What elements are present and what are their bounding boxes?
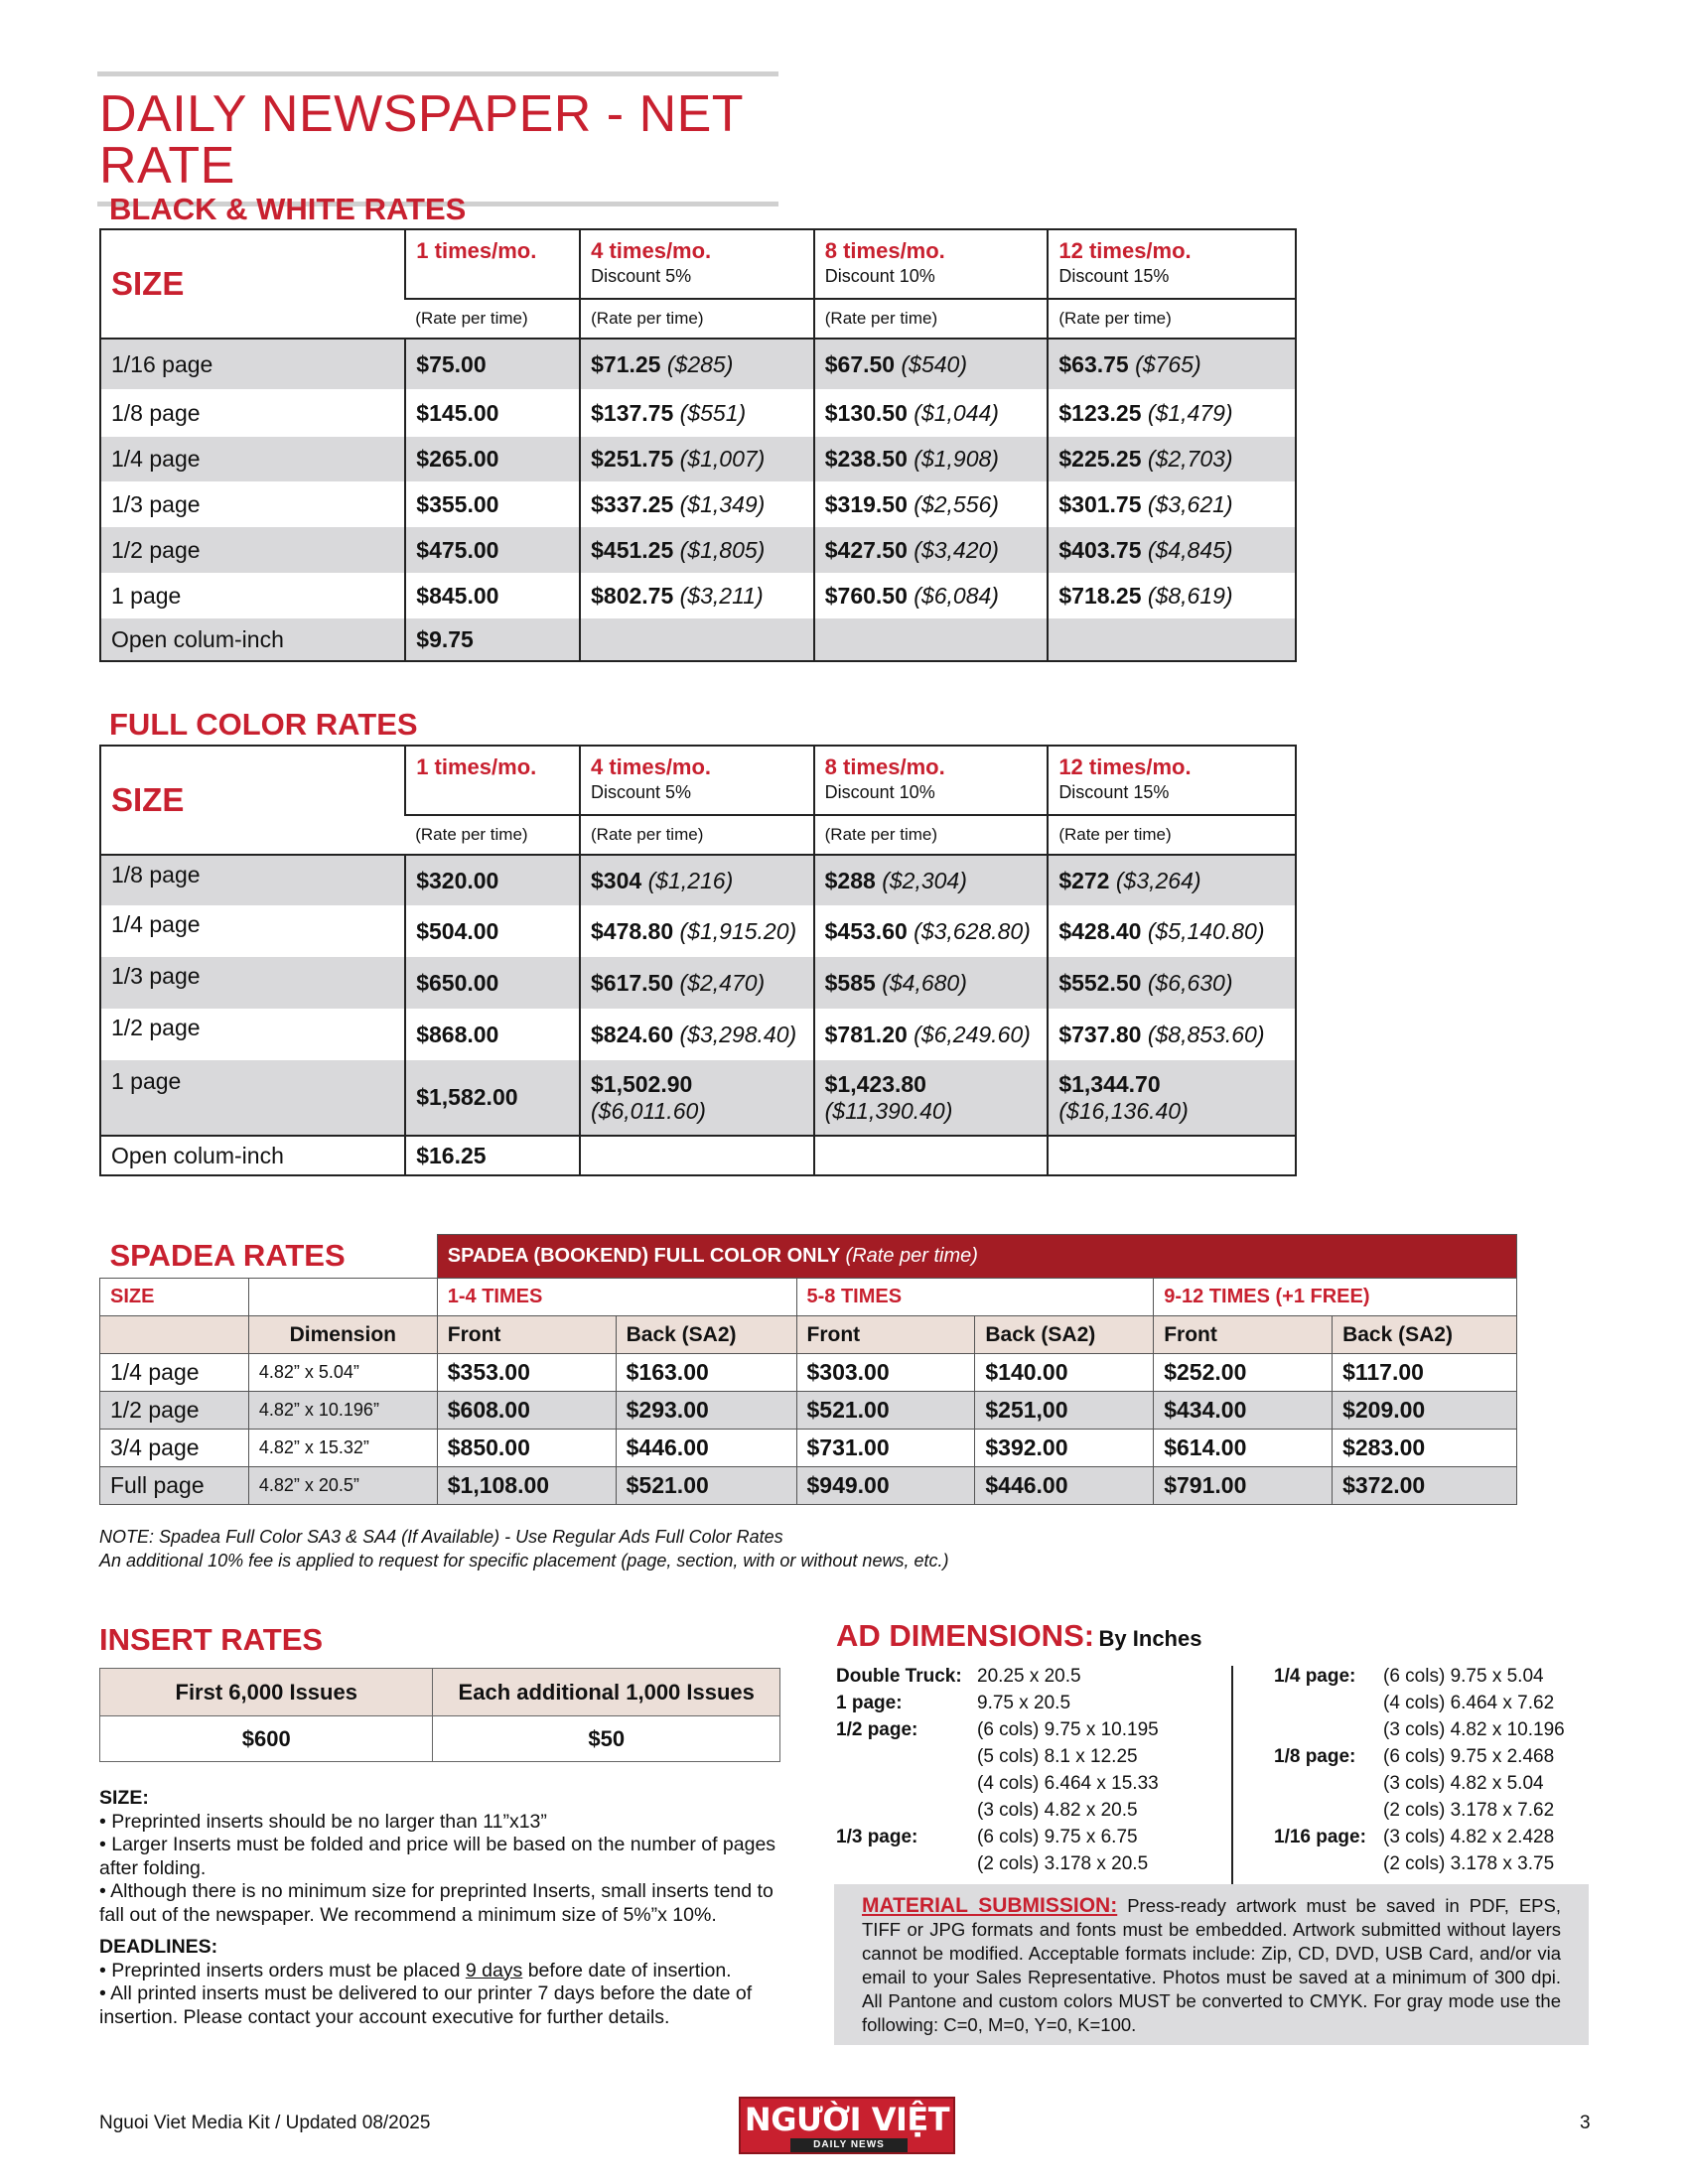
dimension-row: 1/4 page: (6 cols) 9.75 x 5.04 [1274, 1666, 1544, 1687]
price-cell: $372.00 [1333, 1467, 1517, 1505]
price-cell: $16.25 [405, 1136, 580, 1175]
price-cell: $504.00 [405, 905, 580, 957]
price-cell: $1,582.00 [405, 1060, 580, 1136]
dimension-row: Double Truck: 20.25 x 20.5 [836, 1666, 1081, 1687]
size-cell: 1 page [111, 582, 182, 609]
dimension-cell: 4.82” x 20.5” [248, 1467, 437, 1505]
dimension-row: (4 cols) 6.464 x 7.62 [1383, 1693, 1555, 1713]
spadea-heading: SPADEA RATES [100, 1235, 438, 1279]
dimension-row: (2 cols) 3.178 x 7.62 [1383, 1800, 1555, 1821]
price-cell: $63.75 ($765) [1048, 339, 1296, 389]
price-cell: $824.60 ($3,298.40) [580, 1009, 814, 1060]
price-cell: $868.00 [405, 1009, 580, 1060]
fc-rates-table [99, 745, 1297, 1176]
nguoi-viet-logo: NGƯỜI VIỆT DAILY NEWS [739, 2097, 955, 2154]
page-title-block [97, 71, 778, 206]
spadea-freq-5-8: 5-8 TIMES [796, 1279, 1154, 1316]
fc-heading: FULL COLOR RATES [109, 707, 418, 742]
price-cell: $731.00 [796, 1430, 975, 1467]
spadea-size-header: SIZE [100, 1279, 249, 1316]
price-cell: $283.00 [1333, 1430, 1517, 1467]
price-cell: $552.50 ($6,630) [1048, 957, 1296, 1009]
price-cell: $850.00 [437, 1430, 616, 1467]
front-header: Front [437, 1316, 616, 1354]
price-cell: $140.00 [975, 1354, 1154, 1392]
price-cell: $949.00 [796, 1467, 975, 1505]
spadea-row [100, 1430, 1517, 1467]
price-cell: $1,108.00 [437, 1467, 616, 1505]
size-cell: Open colum-inch [100, 1136, 405, 1175]
rate-row [100, 339, 1296, 389]
size-cell: Full page [100, 1467, 249, 1505]
price-cell: $478.80 ($1,915.20) [580, 905, 814, 957]
rate-per-time-label: (Rate per time) [814, 299, 1049, 339]
fc-size-header: SIZE [100, 746, 405, 855]
price-cell: $453.60 ($3,628.80) [814, 905, 1049, 957]
price-cell: $760.50 ($6,084) [814, 573, 1049, 618]
deadline-line: • All printed inserts must be delivered to our printer 7 days before the date of insertion. Please contact your account executive for further details. [99, 1982, 753, 2028]
size-cell: 1/8 page [111, 399, 201, 426]
dimension-row: (3 cols) 4.82 x 10.196 [1383, 1719, 1565, 1740]
insert-col-additional: Each additional 1,000 Issues [433, 1669, 780, 1716]
dimension-header: Dimension [248, 1316, 437, 1354]
size-cell: 1/16 page [100, 339, 405, 389]
insert-size-line: • Preprinted inserts should be no larger than 11”x13” [99, 1810, 547, 1833]
insert-size-label: SIZE: [99, 1787, 149, 1809]
price-cell: $71.25 ($285) [580, 339, 814, 389]
price-cell: $791.00 [1154, 1467, 1333, 1505]
ad-dimensions-left [836, 1663, 1223, 1877]
rate-row [100, 1009, 1296, 1060]
dimension-row: 1/8 page: (6 cols) 9.75 x 2.468 [1274, 1746, 1555, 1767]
dimension-cell: 4.82” x 5.04” [248, 1354, 437, 1392]
price-cell: $265.00 [405, 437, 580, 481]
price-cell: $718.25 ($8,619) [1048, 573, 1296, 618]
deadline-line: • Preprinted inserts orders must be placed 9 days before date of insertion. [99, 1959, 732, 1981]
price-cell: $585 ($4,680) [814, 957, 1049, 1009]
price-cell: $319.50 ($2,556) [814, 481, 1049, 527]
price-cell: $320.00 [405, 855, 580, 905]
price-cell: $1,344.70 ($16,136.40) [1048, 1060, 1296, 1136]
rate-row [100, 957, 1296, 1009]
size-cell: 1/3 page [100, 957, 405, 1009]
size-cell: Open colum-inch [100, 618, 405, 661]
price-cell: $475.00 [405, 527, 580, 573]
price-cell: $272 ($3,264) [1048, 855, 1296, 905]
price-cell: $130.50 ($1,044) [814, 389, 1049, 437]
rate-per-time-label: (Rate per time) [580, 815, 814, 855]
bw-freq-4: 4 times/mo. Discount 5% [580, 229, 814, 299]
price-cell: $451.25 ($1,805) [580, 527, 814, 573]
size-cell: 1/2 page [100, 1392, 249, 1430]
size-cell: 1/4 page [100, 437, 405, 481]
rate-per-time-label: (Rate per time) [580, 299, 814, 339]
price-cell: $9.75 [405, 618, 580, 661]
price-cell: $251,00 [975, 1392, 1154, 1430]
bw-rates-table [99, 228, 1297, 662]
price-cell: $1,502.90 ($6,011.60) [580, 1060, 814, 1136]
price-cell: $303.00 [796, 1354, 975, 1392]
size-cell: 1 page [100, 1060, 405, 1136]
price-cell: $427.50 ($3,420) [814, 527, 1049, 573]
price-cell: $163.00 [616, 1354, 796, 1392]
rate-per-time-label: (Rate per time) [814, 815, 1049, 855]
price-cell: $521.00 [616, 1467, 796, 1505]
front-header: Front [1154, 1316, 1333, 1354]
rate-row [100, 905, 1296, 957]
price-cell: $1,423.80 ($11,390.40) [814, 1060, 1049, 1136]
price-cell: $225.25 ($2,703) [1048, 437, 1296, 481]
dimension-row: 1/16 page: (3 cols) 4.82 x 2.428 [1274, 1827, 1555, 1847]
page-number: 3 [1580, 2113, 1591, 2133]
bw-open-row [100, 618, 1296, 661]
size-cell: 1/4 page [111, 911, 201, 937]
page-title: DAILY NEWSPAPER - NET RATE [99, 85, 744, 195]
dimension-row: (2 cols) 3.178 x 3.75 [1383, 1853, 1555, 1874]
price-cell: $403.75 ($4,845) [1048, 527, 1296, 573]
price-cell: $337.25 ($1,349) [580, 481, 814, 527]
price-cell: $446.00 [616, 1430, 796, 1467]
spadea-freq-1-4: 1-4 TIMES [437, 1279, 796, 1316]
rate-per-time-label: (Rate per time) [405, 815, 580, 855]
price-cell: $117.00 [1333, 1354, 1517, 1392]
insert-val-additional: $50 [433, 1716, 780, 1762]
price-cell: $614.00 [1154, 1430, 1333, 1467]
price-cell: $446.00 [975, 1467, 1154, 1505]
bw-freq-8: 8 times/mo. Discount 10% [814, 229, 1049, 299]
price-cell: $145.00 [405, 389, 580, 437]
spadea-table [99, 1234, 1517, 1505]
dimension-row: (2 cols) 3.178 x 20.5 [977, 1853, 1149, 1874]
dimension-row: (4 cols) 6.464 x 15.33 [977, 1773, 1159, 1794]
rate-per-time-label: (Rate per time) [405, 299, 580, 339]
price-cell: $608.00 [437, 1392, 616, 1430]
price-cell: $802.75 ($3,211) [580, 573, 814, 618]
spadea-row [100, 1354, 1517, 1392]
insert-val-first: $600 [100, 1716, 433, 1762]
price-cell: $288 ($2,304) [814, 855, 1049, 905]
rate-row [100, 527, 1296, 573]
rate-row [100, 573, 1296, 618]
rate-row [100, 855, 1296, 905]
price-cell: $251.75 ($1,007) [580, 437, 814, 481]
bw-freq-1: 1 times/mo. [405, 229, 580, 299]
back-header: Back (SA2) [975, 1316, 1154, 1354]
price-cell: $304 ($1,216) [580, 855, 814, 905]
price-cell: $123.25 ($1,479) [1048, 389, 1296, 437]
dimension-row: 1/3 page: (6 cols) 9.75 x 6.75 [836, 1827, 1138, 1847]
price-cell: $353.00 [437, 1354, 616, 1392]
size-cell: 1/2 page [100, 527, 405, 573]
fc-freq-1: 1 times/mo. [405, 746, 580, 815]
dimension-cell: 4.82” x 15.32” [248, 1430, 437, 1467]
size-cell: 3/4 page [100, 1430, 249, 1467]
footer-text: Nguoi Viet Media Kit / Updated 08/2025 [99, 2113, 431, 2133]
bw-heading: BLACK & WHITE RATES [109, 192, 467, 226]
insert-rates-table [99, 1668, 780, 1762]
fc-open-row [100, 1136, 1296, 1175]
material-label: MATERIAL SUBMISSION: [862, 1894, 1118, 1917]
price-cell: $75.00 [405, 339, 580, 389]
price-cell: $209.00 [1333, 1392, 1517, 1430]
size-cell: 1/8 page [100, 855, 405, 905]
spadea-freq-9-12: 9-12 TIMES (+1 FREE) [1154, 1279, 1517, 1316]
spadea-banner: SPADEA (BOOKEND) FULL COLOR ONLY (Rate per time) [437, 1235, 1516, 1279]
insert-col-first: First 6,000 Issues [100, 1669, 433, 1716]
price-cell: $137.75 ($551) [580, 389, 814, 437]
price-cell: $238.50 ($1,908) [814, 437, 1049, 481]
price-cell: $845.00 [405, 573, 580, 618]
back-header: Back (SA2) [1333, 1316, 1517, 1354]
material-text: Press-ready artwork must be saved in PDF, EPS, TIFF or JPG formats and fonts must be embedded. Artwork submitted without layers cannot be modified. Acceptable formats include: Zip, CD, DVD, USB Card, and/or via email to your Sales Representative. Photos must be saved at a minimum of 300 dpi. All Pantone and custom colors MUST be converted to CMYK. For gray mode use the following: C=0, M=0, Y=0, K=100. [862, 1895, 1561, 2035]
insert-heading: INSERT RATES [99, 1622, 324, 1657]
insert-size-line: • Larger Inserts must be folded and price will be based on the number of pages after folding. [99, 1834, 776, 1879]
dimension-row: 1/2 page: (6 cols) 9.75 x 10.195 [836, 1719, 1159, 1740]
rate-per-time-label: (Rate per time) [1048, 815, 1296, 855]
price-cell: $650.00 [405, 957, 580, 1009]
dimension-row: (3 cols) 4.82 x 5.04 [1383, 1773, 1544, 1794]
price-cell: $67.50 ($540) [814, 339, 1049, 389]
price-cell: $392.00 [975, 1430, 1154, 1467]
fc-freq-12: 12 times/mo. Discount 15% [1048, 746, 1296, 815]
spadea-row [100, 1392, 1517, 1430]
dimension-row: (3 cols) 4.82 x 20.5 [977, 1800, 1138, 1821]
bw-size-header: SIZE [100, 229, 405, 339]
ad-dimensions-heading: AD DIMENSIONS: By Inches [836, 1618, 1202, 1653]
back-header: Back (SA2) [616, 1316, 796, 1354]
price-cell: $428.40 ($5,140.80) [1048, 905, 1296, 957]
price-cell: $355.00 [405, 481, 580, 527]
price-cell: $521.00 [796, 1392, 975, 1430]
spadea-row [100, 1467, 1517, 1505]
price-cell: $617.50 ($2,470) [580, 957, 814, 1009]
size-cell: 1/4 page [100, 1354, 249, 1392]
front-header: Front [796, 1316, 975, 1354]
fc-freq-8: 8 times/mo. Discount 10% [814, 746, 1049, 815]
rate-row [100, 389, 1296, 437]
dimension-cell: 4.82” x 10.196” [248, 1392, 437, 1430]
dimension-row: 1 page: 9.75 x 20.5 [836, 1693, 1071, 1713]
rate-row [100, 437, 1296, 481]
price-cell: $293.00 [616, 1392, 796, 1430]
price-cell: $781.20 ($6,249.60) [814, 1009, 1049, 1060]
price-cell: $301.75 ($3,621) [1048, 481, 1296, 527]
bw-freq-12: 12 times/mo. Discount 15% [1048, 229, 1296, 299]
rate-per-time-label: (Rate per time) [1048, 299, 1296, 339]
fc-full-page-row [100, 1060, 1296, 1136]
size-cell: 1/2 page [111, 1015, 201, 1040]
price-cell: $737.80 ($8,853.60) [1048, 1009, 1296, 1060]
rate-row [100, 481, 1296, 527]
deadlines-label: DEADLINES: [99, 1936, 218, 1958]
price-cell: $434.00 [1154, 1392, 1333, 1430]
fc-freq-4: 4 times/mo. Discount 5% [580, 746, 814, 815]
insert-details [99, 1787, 784, 2029]
price-cell: $252.00 [1154, 1354, 1333, 1392]
ad-dimensions-right [1274, 1663, 1592, 1877]
spadea-note: NOTE: Spadea Full Color SA3 & SA4 (If Available) - Use Regular Ads Full Color Rates An additional 10% fee is applied to request for specific placement (page, section, with or without news, etc.) [99, 1527, 949, 1570]
insert-size-line: • Although there is no minimum size for preprinted Inserts, small inserts tend to fall out of the newspaper. We recommend a minimum size of 5%”x 10%. [99, 1880, 774, 1926]
dimension-row: (5 cols) 8.1 x 12.25 [977, 1746, 1138, 1767]
size-cell: 1/3 page [111, 490, 201, 517]
material-submission-box [834, 1884, 1589, 2045]
